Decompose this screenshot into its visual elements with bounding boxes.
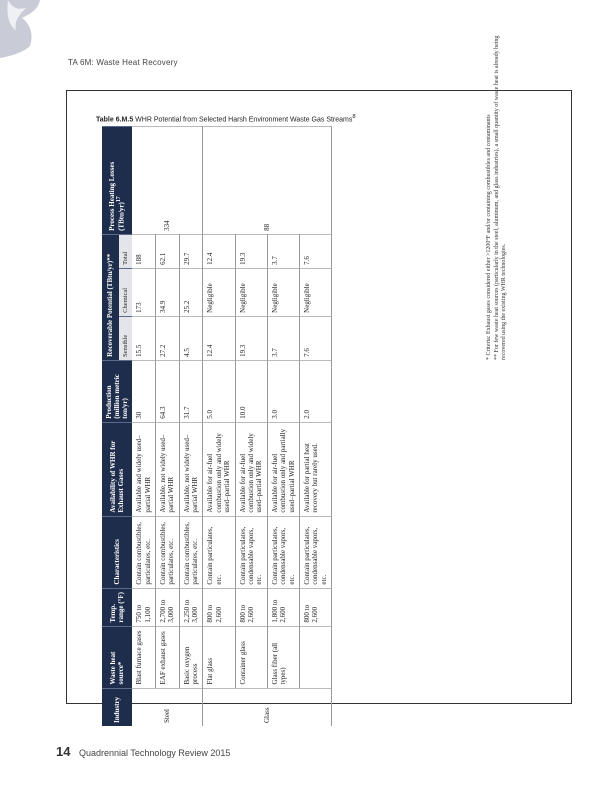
characteristics-cell: Contain combustibles, particulates, etc. <box>155 516 179 588</box>
production-cell: 30 <box>132 360 155 422</box>
total-cell: 7.6 <box>300 234 332 268</box>
production-cell: 2.0 <box>300 360 332 422</box>
availability-cell: Available for partial heat recovery but rarely used. <box>300 422 332 516</box>
total-cell: 19.3 <box>235 234 267 268</box>
availability-cell: Available, not widely used–partial WHR <box>179 422 203 516</box>
chemical-cell: Negligible <box>203 268 235 316</box>
characteristics-cell: Contain particulates, etc. <box>203 516 235 588</box>
availability-cell: Available and widely used–partial WHR <box>132 422 155 516</box>
characteristics-cell: Contain particulates, condensable vapors, etc. <box>235 516 267 588</box>
availability-cell: Available for air-fuel combustion only and partially used–partial WHR <box>267 422 299 516</box>
rotated-table <box>102 126 522 726</box>
col-production: Production (million metric ton/yr) <box>102 360 132 422</box>
total-cell: 29.7 <box>179 234 203 268</box>
col-process: Process Heating Losses (TBtu/yr)$^{17}$ <box>102 127 132 235</box>
source-cell: Basic oxygen process <box>179 626 203 688</box>
sensible-cell: 27.2 <box>155 316 179 360</box>
characteristics-cell: Contain combustibles, particulates, etc. <box>132 516 155 588</box>
col-availability: Availability of WHR for Exhaust Gases <box>102 422 132 516</box>
production-cell: 64.3 <box>155 360 179 422</box>
doe-logo-icon <box>0 0 62 62</box>
sensible-cell: 3.7 <box>267 316 299 360</box>
characteristics-cell: Contain particulates, condensable vapors, etc. <box>300 516 332 588</box>
total-cell: 12.4 <box>203 234 235 268</box>
table-row <box>203 127 235 727</box>
source-cell: Blast furnace gases <box>132 626 155 688</box>
running-head: TA 6M: Waste Heat Recovery <box>68 58 178 67</box>
col-recoverable: Recoverable Potential (TBtu/yr)** <box>102 234 119 360</box>
footnote: ** For few waste heat sources (particularly in the steel, aluminum, and glass industries), a small quantity of waste heat is already being recovered using the existing WHR technologies. <box>494 35 508 360</box>
availability-cell: Available, not widely used–partial WHR <box>155 422 179 516</box>
table-region <box>102 126 522 726</box>
chemical-cell: Negligible <box>267 268 299 316</box>
process-loss-cell: 334 <box>132 127 203 235</box>
table-title: WHR Potential from Selected Harsh Environment Waste Gas Streams <box>135 116 353 124</box>
temp-cell: 1,800 to 2,600 <box>267 588 299 626</box>
col-chemical: Chemical <box>119 268 133 316</box>
source-cell: Flat glass <box>203 626 235 688</box>
production-cell: 5.0 <box>203 360 235 422</box>
temp-cell: 800 to 2,600 <box>235 588 267 626</box>
table-caption <box>96 114 356 123</box>
characteristics-cell: Contain particulates, condensable vapors, etc. <box>267 516 299 588</box>
total-cell: 62.1 <box>155 234 179 268</box>
table-label: Table 6.M.5 <box>96 116 134 124</box>
sensible-cell: 19.3 <box>235 316 267 360</box>
source-cell: Glass fiber (all types) <box>267 626 299 688</box>
production-cell: 3.0 <box>267 360 299 422</box>
industry-cell: Glass <box>203 688 332 726</box>
sensible-cell: 15.5 <box>132 316 155 360</box>
chemical-cell: 173 <box>132 268 155 316</box>
table-row <box>132 127 155 727</box>
publication-title: Quadrennial Technology Review 2015 <box>78 748 231 758</box>
source-cell: EAF exhaust gases <box>155 626 179 688</box>
chemical-cell: 25.2 <box>179 268 203 316</box>
total-cell: 188 <box>132 234 155 268</box>
col-source: Waste heat source* <box>102 626 132 688</box>
header-row <box>102 127 119 727</box>
sensible-cell: 4.5 <box>179 316 203 360</box>
temp-cell: 2,700 to 3,000 <box>155 588 179 626</box>
temp-cell: 750 to 1,100 <box>132 588 155 626</box>
chemical-cell: Negligible <box>300 268 332 316</box>
whr-table <box>102 126 332 726</box>
source-cell <box>300 626 332 688</box>
sensible-cell: 7.6 <box>300 316 332 360</box>
production-cell: 10.0 <box>235 360 267 422</box>
page-footer <box>56 744 230 759</box>
col-sensible: Sensible <box>119 316 133 360</box>
sensible-cell: 12.4 <box>203 316 235 360</box>
total-cell: 3.7 <box>267 234 299 268</box>
temp-cell: 800 to 2,600 <box>203 588 235 626</box>
col-characteristics: Characteristics <box>102 516 132 588</box>
process-loss-cell: 88 <box>203 127 332 235</box>
col-temp: Temp. range (°F) <box>102 588 132 626</box>
page-number: 14 <box>56 744 71 759</box>
table-footnotes <box>486 30 510 360</box>
temp-cell: 800 to 2,600 <box>300 588 332 626</box>
availability-cell: Available for air-fuel combustion only and widely used–partial WHR <box>203 422 235 516</box>
source-cell: Container glass <box>235 626 267 688</box>
industry-cell: Steel <box>132 688 203 726</box>
footnote: * Criteria: Exhaust gases considered either >1200°F and/or containing combustibles and contaminants <box>486 114 492 360</box>
chemical-cell: 34.9 <box>155 268 179 316</box>
production-cell: 31.7 <box>179 360 203 422</box>
characteristics-cell: Contain combustibles, particulates, etc. <box>179 516 203 588</box>
temp-cell: 2,250 to 3,000 <box>179 588 203 626</box>
col-total: Total <box>119 234 133 268</box>
availability-cell: Available for air-fuel combustion only and widely used–partial WHR <box>235 422 267 516</box>
col-industry: Industry <box>102 688 132 726</box>
chemical-cell: Negligible <box>235 268 267 316</box>
table-title-ref: 8 <box>352 114 356 120</box>
